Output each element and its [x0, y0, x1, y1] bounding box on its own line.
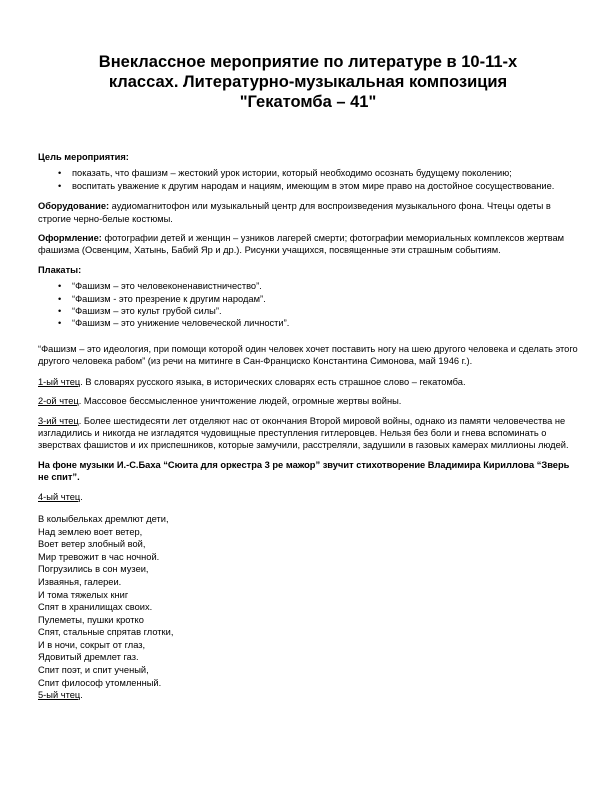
page-title	[38, 52, 578, 112]
reader-4-suffix: .	[80, 491, 83, 502]
poem-line: Спят, стальные спрятав глотки,	[38, 627, 174, 638]
decoration-paragraph	[38, 232, 578, 257]
poem-line: И тома тяжелых книг	[38, 589, 129, 600]
reader-1-label: 1-ый чтец	[38, 376, 81, 387]
equipment-paragraph	[38, 200, 578, 225]
poem-line: И в ночи, сокрыт от глаз,	[38, 639, 146, 650]
reader-2-label: 2-ой чтец	[38, 396, 79, 407]
posters-heading: Плакаты:	[38, 264, 82, 275]
quote-paragraph: “Фашизм – это идеология, при помощи которой один человек хочет поставить ногу на шею другого человека и сделать этого другого человека рабом” (из речи на митинге в Сан-Франциско Константина Симонова, май 1946 г.).	[38, 343, 578, 367]
poem-line: В колыбельках дремлют дети,	[38, 513, 169, 524]
poem-line: Спят в хранилищах своих.	[38, 602, 153, 613]
reader-4-paragraph	[38, 491, 578, 503]
list-item: • воспитать уважение к другим народам и нациям, имеющим в этом мире право на достойное сосуществование.	[72, 180, 578, 192]
poem-line: Мир тревожит в час ночной.	[38, 551, 160, 562]
poem-line: Над землею воет ветер,	[38, 526, 143, 537]
title-line-1: Внеклассное мероприятие по литературе в 10-11-х	[98, 53, 518, 71]
poem-line: Спит поэт, и спит ученый,	[38, 665, 149, 676]
poem-line: Ядовитый дремлет газ.	[38, 652, 139, 663]
reader-4-label: 4-ый чтец	[38, 491, 81, 502]
reader-1-text: . В словарях русского языка, в исторических словарях есть страшное слово – гекатомба.	[80, 376, 466, 387]
reader-3-label: 3-ий чтец	[38, 415, 79, 426]
poem-line: Воет ветер злобный вой,	[38, 539, 146, 550]
poem-line: Спит философ утомленный.	[38, 677, 162, 688]
list-item: • “Фашизм – это культ грубой силы”.	[72, 305, 578, 317]
poem	[38, 513, 578, 689]
reader-2-paragraph	[38, 395, 578, 407]
reader-2-text: . Массовое бессмысленное уничтожение людей, огромные жертвы войны.	[78, 396, 402, 407]
poem-line: Пулеметы, пушки кротко	[38, 614, 144, 625]
list-item: • “Фашизм – это унижение человеческой личности”.	[72, 317, 578, 329]
posters-list	[38, 280, 578, 330]
goal-list	[38, 167, 578, 192]
reader-3-text: . Более шестидесяти лет отделяют нас от окончания Второй мировой войны, однако из памяти человечества не изгладились и никогда не изгладятся чудовищные преступления гитлеровцев. Нельзя без боли и гнева вспоминать о зверствах фашистов и их приспешников, которые замучили, расстреляли, задушили в газовых камерах миллионы людей.	[38, 415, 569, 451]
poem-line: Изваянья, галереи.	[38, 576, 122, 587]
decoration-label: Оформление:	[38, 233, 102, 244]
list-item: • показать, что фашизм – жестокий урок истории, который необходимо осознать будущему поколению;	[72, 167, 578, 179]
reader-3-paragraph	[38, 415, 578, 452]
list-item: • “Фашизм – это человеконенавистничество”.	[72, 280, 578, 292]
equipment-label: Оборудование:	[38, 201, 110, 212]
poem-line: Погрузились в сон музеи,	[38, 564, 149, 575]
title-line-3: "Гекатомба – 41"	[239, 93, 377, 111]
music-note: На фоне музыки И.-С.Баха “Сюита для оркестра 3 ре мажор” звучит стихотворение Владимира Кириллова “Зверь не спит”.	[38, 459, 570, 483]
reader-1-paragraph	[38, 376, 578, 388]
decoration-text: фотографии детей и женщин – узников лагерей смерти; фотографии мемориальных комплексов жертвам фашизма (Освенцим, Хатынь, Бабий Яр и др.). Рисунки учащихся, посвященные эти страшным событиям.	[38, 233, 565, 256]
reader-5-label: 5-ый чтец	[38, 690, 81, 701]
equipment-text: аудиомагнитофон или музыкальный центр для воспроизведения музыкального фона. Чтецы одеты в строгие черно-белые костюмы.	[38, 201, 551, 224]
document-body	[38, 151, 578, 702]
title-line-2: классах. Литературно-музыкальная композиция	[108, 73, 508, 91]
goal-heading: Цель мероприятия:	[38, 152, 129, 162]
reader-5-paragraph	[38, 689, 578, 702]
reader-5-suffix: .	[80, 690, 83, 701]
list-item: • “Фашизм - это презрение к другим народам”.	[72, 293, 578, 305]
